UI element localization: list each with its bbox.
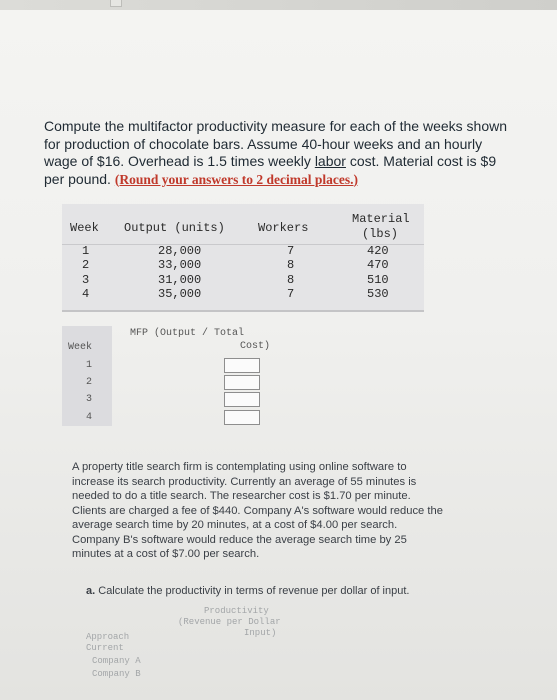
question-line-4a: per pound. [44,170,115,187]
productivity-header-2: (Revenue per Dollar [178,617,281,627]
header-workers: Workers [258,221,309,235]
row4-workers: 7 [287,287,295,301]
row2-week: 2 [82,258,90,272]
labor-underlined: labor [314,153,346,169]
mfp-input-week-1[interactable] [224,358,260,373]
row1-week: 1 [82,244,90,258]
data-table [62,204,424,312]
row2-workers: 8 [287,258,295,272]
row4-output: 35,000 [158,287,202,301]
top-strip [0,0,557,10]
row2-output: 33,000 [158,258,202,272]
mfp-input-week-2[interactable] [224,375,260,390]
question-text [44,118,554,188]
row1-workers: 7 [287,244,295,258]
row1-output: 28,000 [158,244,202,258]
approach-header: Approach [86,632,130,642]
question-line-2: for production of chocolate bars. Assume 40-hour weeks and an hourly [44,135,483,152]
approach-row-company-a: Company A [92,656,141,666]
problem-2-line: average search time by 20 minutes, at a cost of $4.00 per search. [72,519,398,531]
answer-week-4: 4 [86,412,93,423]
productivity-header-1: Productivity [204,606,269,616]
problem-2-line: needed to do a title search. The researcher cost is $1.70 per minute. [72,490,411,502]
problem-2-line: increase its search productivity. Currently an average of 55 minutes is [72,475,417,488]
question-line-4 [44,171,554,189]
question-line-3 [44,153,554,171]
mfp-input-week-4[interactable] [224,410,260,425]
approach-row-company-b: Company B [92,669,141,679]
problem-2-line: minutes at a cost of $7.00 per search. [72,548,260,560]
header-week: Week [70,221,99,235]
header-material-unit: (lbs) [362,227,399,241]
round-instruction: (Round your answers to 2 decimal places.) [114,171,358,187]
productivity-header-3: Input) [244,628,277,638]
row4-material: 530 [367,287,389,301]
problem-2-line: A property title search firm is contemplating using online software to [72,461,407,473]
week-column-shade [62,326,112,426]
row2-material: 470 [367,258,389,272]
answer-header-mfp: MFP (Output / Total [130,328,245,339]
mfp-input-week-3[interactable] [224,392,260,407]
row1-material: 420 [367,244,389,258]
header-output: Output (units) [124,221,225,235]
row3-week: 3 [82,273,90,287]
problem-2-line: Company B's software would reduce the average search time by 25 [72,533,407,546]
part-a-text: Calculate the productivity in terms of revenue per dollar of input. [95,585,410,597]
part-a-prompt [86,585,409,597]
answer-week-3: 3 [86,394,93,405]
answer-week-2: 2 [86,377,93,388]
question-line-1: Compute the multifactor productivity measure for each of the weeks shown [44,118,507,134]
answer-header-week: Week [68,342,93,353]
row3-workers: 8 [287,273,295,287]
row3-material: 510 [367,273,389,287]
question-line-3a: wage of $16. Overhead is 1.5 times weekly [44,153,315,169]
row4-week: 4 [82,287,90,301]
part-a-label: a. [86,585,96,597]
top-tab-mark [110,0,122,7]
productivity-table [86,606,326,680]
question-line-3b: cost. Material cost is $9 [345,153,497,169]
problem-2-text [72,460,522,562]
problem-2-line: Clients are charged a fee of $440. Company A's software would reduce the [72,504,443,517]
answer-header-mfp-2: Cost) [240,341,271,352]
row3-output: 31,000 [158,273,202,287]
mfp-answer-table [62,326,278,428]
header-material: Material [352,212,410,226]
approach-row-current: Current [86,643,124,653]
answer-week-1: 1 [86,360,93,371]
